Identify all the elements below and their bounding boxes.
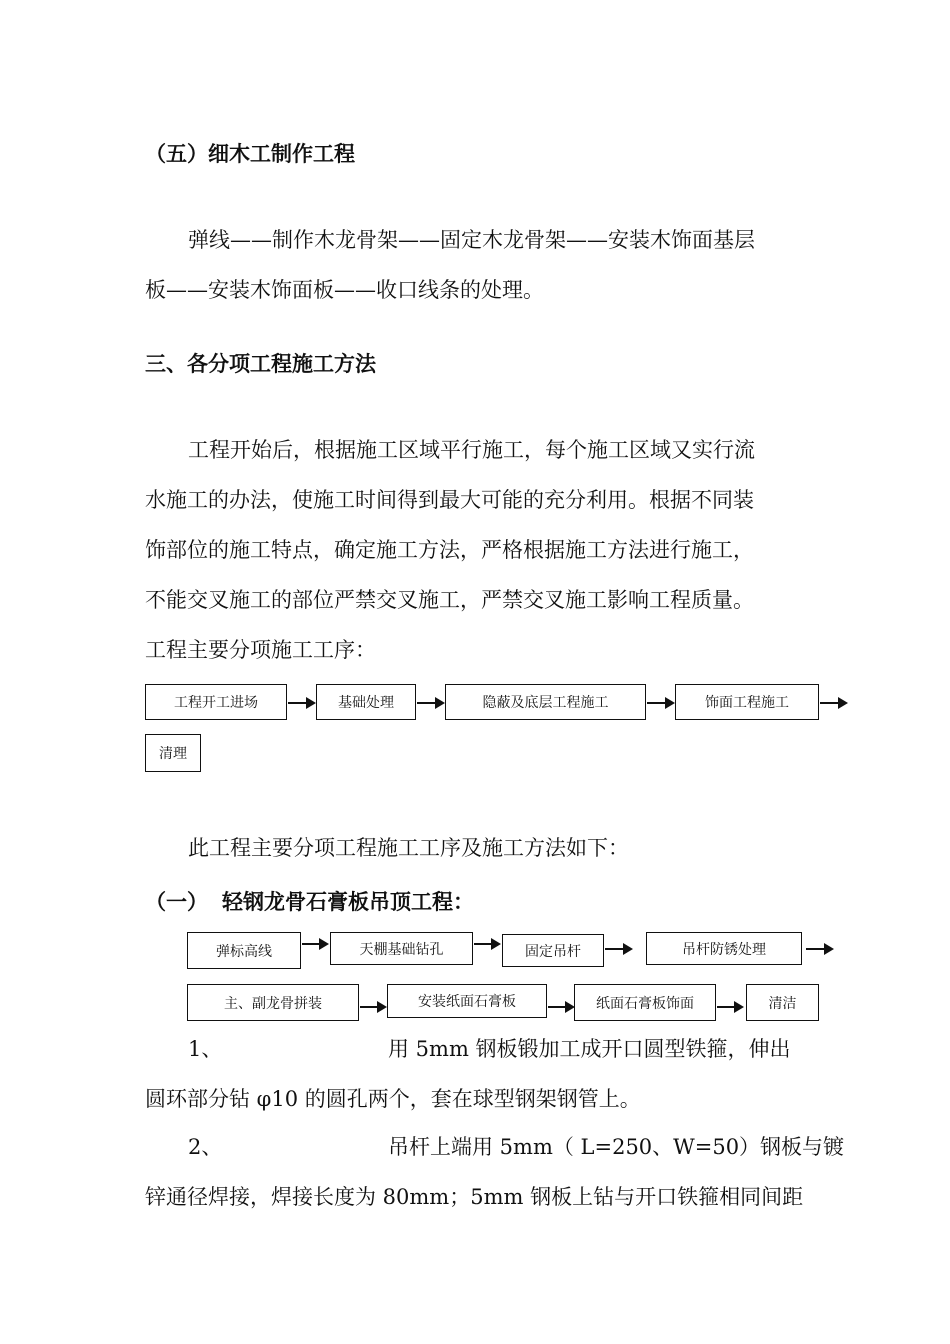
flow-arrow	[806, 948, 832, 950]
subsection-heading: 轻钢龙骨石膏板吊顶工程：	[222, 890, 474, 914]
paragraph-line: 工程开始后，根据施工区域平行施工，每个施工区域又实行流	[188, 438, 755, 462]
paragraph-line: 圆环部分钻 φ10 的圆孔两个，套在球型钢架钢管上。	[145, 1087, 641, 1111]
paragraph-line: 工程主要分项施工工序：	[145, 638, 376, 662]
flow-step-foundation: 基础处理	[316, 684, 416, 720]
ceiling-step-3: 固定吊杆	[502, 934, 604, 967]
item-number: 2、	[188, 1135, 223, 1159]
ceiling-step-5: 主、副龙骨拼装	[187, 984, 359, 1021]
section-heading-3: 三、各分项工程施工方法	[145, 352, 376, 376]
flow-step-cleanup: 清理	[145, 734, 201, 772]
flow-step-finish: 饰面工程施工	[675, 684, 819, 720]
paragraph-line: 此工程主要分项工程施工工序及施工方法如下：	[188, 836, 629, 860]
flow-arrow	[474, 943, 499, 945]
flow-arrow	[605, 948, 631, 950]
flow-arrow	[717, 1006, 742, 1008]
paragraph-line: 饰部位的施工特点，确定施工方法，严格根据施工方法进行施工，	[145, 538, 754, 562]
flow-arrow	[417, 702, 443, 704]
paragraph-line: 吊杆上端用 5mm（ L=250、W=50）钢板与镀	[388, 1135, 845, 1159]
ceiling-step-6: 安装纸面石膏板	[387, 984, 547, 1018]
item-number: 1、	[188, 1037, 223, 1061]
ceiling-step-2: 天棚基础钻孔	[330, 932, 473, 965]
ceiling-step-7: 纸面石膏板饰面	[574, 984, 716, 1021]
paragraph-line: 用 5mm 钢板锻加工成开口圆型铁箍，伸出	[388, 1037, 791, 1061]
paragraph-line: 水施工的办法，使施工时间得到最大可能的充分利用。根据不同装	[145, 488, 754, 512]
section-heading-5: （五）细木工制作工程	[145, 142, 355, 166]
flow-arrow	[288, 702, 314, 704]
flow-arrow	[647, 702, 673, 704]
flow-arrow	[548, 1006, 573, 1008]
ceiling-step-4: 吊杆防锈处理	[646, 932, 802, 965]
flow-arrow	[360, 1006, 385, 1008]
subsection-number: （一）	[145, 890, 208, 914]
paragraph-line: 板——安装木饰面板——收口线条的处理。	[145, 278, 544, 302]
flow-step-concealed: 隐蔽及底层工程施工	[445, 684, 646, 720]
ceiling-step-8: 清洁	[746, 984, 819, 1021]
flow-arrow	[302, 943, 327, 945]
flow-arrow	[820, 702, 846, 704]
paragraph-line: 不能交叉施工的部位严禁交叉施工，严禁交叉施工影响工程质量。	[145, 588, 754, 612]
paragraph-line: 弹线——制作木龙骨架——固定木龙骨架——安装木饰面基层	[188, 228, 755, 252]
ceiling-step-1: 弹标高线	[187, 932, 301, 969]
flow-step-start: 工程开工进场	[145, 684, 287, 720]
paragraph-line: 锌通径焊接，焊接长度为 80mm；5mm 钢板上钻与开口铁箍相同间距	[145, 1185, 804, 1209]
